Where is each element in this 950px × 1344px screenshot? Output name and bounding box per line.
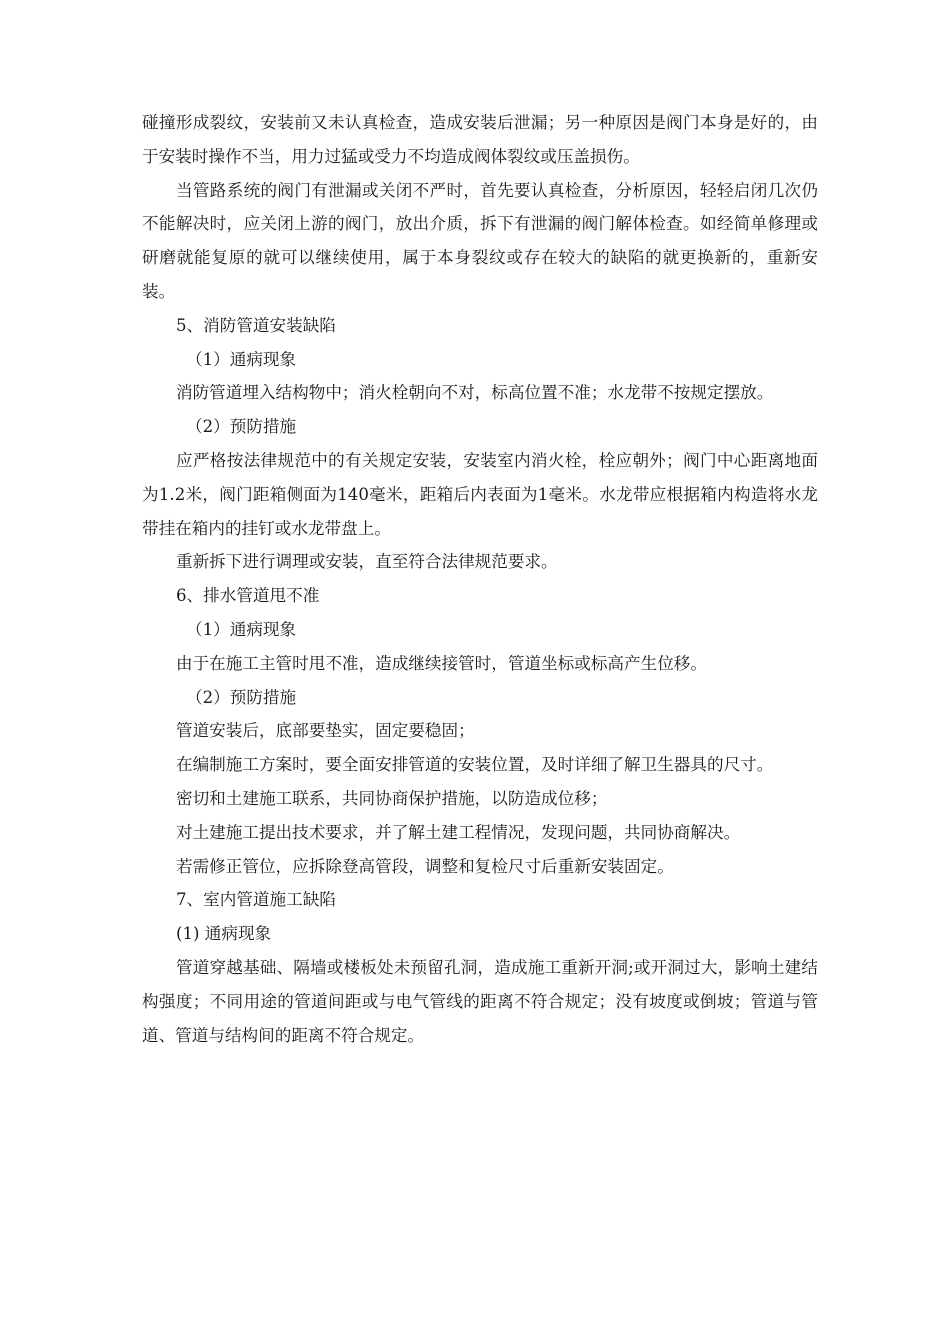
paragraph-drain-prevention-5: 若需修正管位，应拆除登高管段，调整和复检尺寸后重新安装固定。 (176, 856, 674, 876)
subheading-prevention: （2）预防措施 (186, 687, 297, 707)
subheading-symptoms: (1) 通病现象 (176, 924, 272, 944)
section-heading-6: 6、排水管道甩不准 (176, 586, 320, 606)
paragraph-continuation: 碰撞形成裂纹，安装前又未认真检查，造成安装后泄漏；另一种原因是阀门本身是好的，由于安装时操作不当，用力过猛或受力不均造成阀体裂纹或压盖损伤。 (142, 113, 818, 166)
paragraph-reinstall: 重新拆下进行调理或安装，直至符合法律规范要求。 (176, 552, 558, 572)
paragraph-drain-symptoms: 由于在施工主管时甩不准，造成继续接管时，管道坐标或标高产生位移。 (176, 653, 707, 673)
subheading-symptoms: （1）通病现象 (186, 349, 297, 369)
paragraph-drain-prevention-2: 在编制施工方案时，要全面安排管道的安装位置，及时详细了解卫生器具的尺寸。 (176, 755, 774, 775)
document-body (142, 106, 818, 1052)
subheading-prevention: （2）预防措施 (186, 417, 297, 437)
subheading-symptoms: （1）通病现象 (186, 619, 297, 639)
paragraph-fire-pipe-symptoms: 消防管道埋入结构物中；消火栓朝向不对，标高位置不准；水龙带不按规定摆放。 (176, 383, 774, 403)
paragraph-valve-leak-handling: 当管路系统的阀门有泄漏或关闭不严时，首先要认真检查，分析原因，轻轻启闭几次仍不能解决时，应关闭上游的阀门，放出介质，拆下有泄漏的阀门解体检查。如经简单修理或研磨就能复原的就可以继续使用，属于本身裂纹或存在较大的缺陷的就更换新的，重新安装。 (142, 180, 818, 301)
paragraph-drain-prevention-1: 管道安装后，底部要垫实，固定要稳固； (176, 721, 475, 741)
section-heading-7: 7、室内管道施工缺陷 (176, 890, 336, 910)
paragraph-fire-pipe-prevention: 应严格按法律规范中的有关规定安装，安装室内消火栓，栓应朝外；阀门中心距离地面为1.2米，阀门距箱侧面为140毫米，距箱后内表面为1毫米。水龙带应根据箱内构造将水龙带挂在箱内的挂钉或水龙带盘上。 (142, 450, 818, 538)
paragraph-drain-prevention-4: 对土建施工提出技术要求，并了解土建工程情况，发现问题，共同协商解决。 (176, 822, 741, 842)
paragraph-drain-prevention-3: 密切和土建施工联系，共同协商保护措施，以防造成位移； (176, 788, 608, 808)
section-heading-5: 5、消防管道安装缺陷 (176, 315, 336, 335)
paragraph-indoor-pipe-symptoms: 管道穿越基础、隔墙或楼板处未预留孔洞，造成施工重新开洞;或开洞过大，影响土建结构强度；不同用途的管道间距或与电气管线的距离不符合规定；没有坡度或倒坡；管道与管道、管道与结构间的距离不符合规定。 (142, 957, 818, 1045)
